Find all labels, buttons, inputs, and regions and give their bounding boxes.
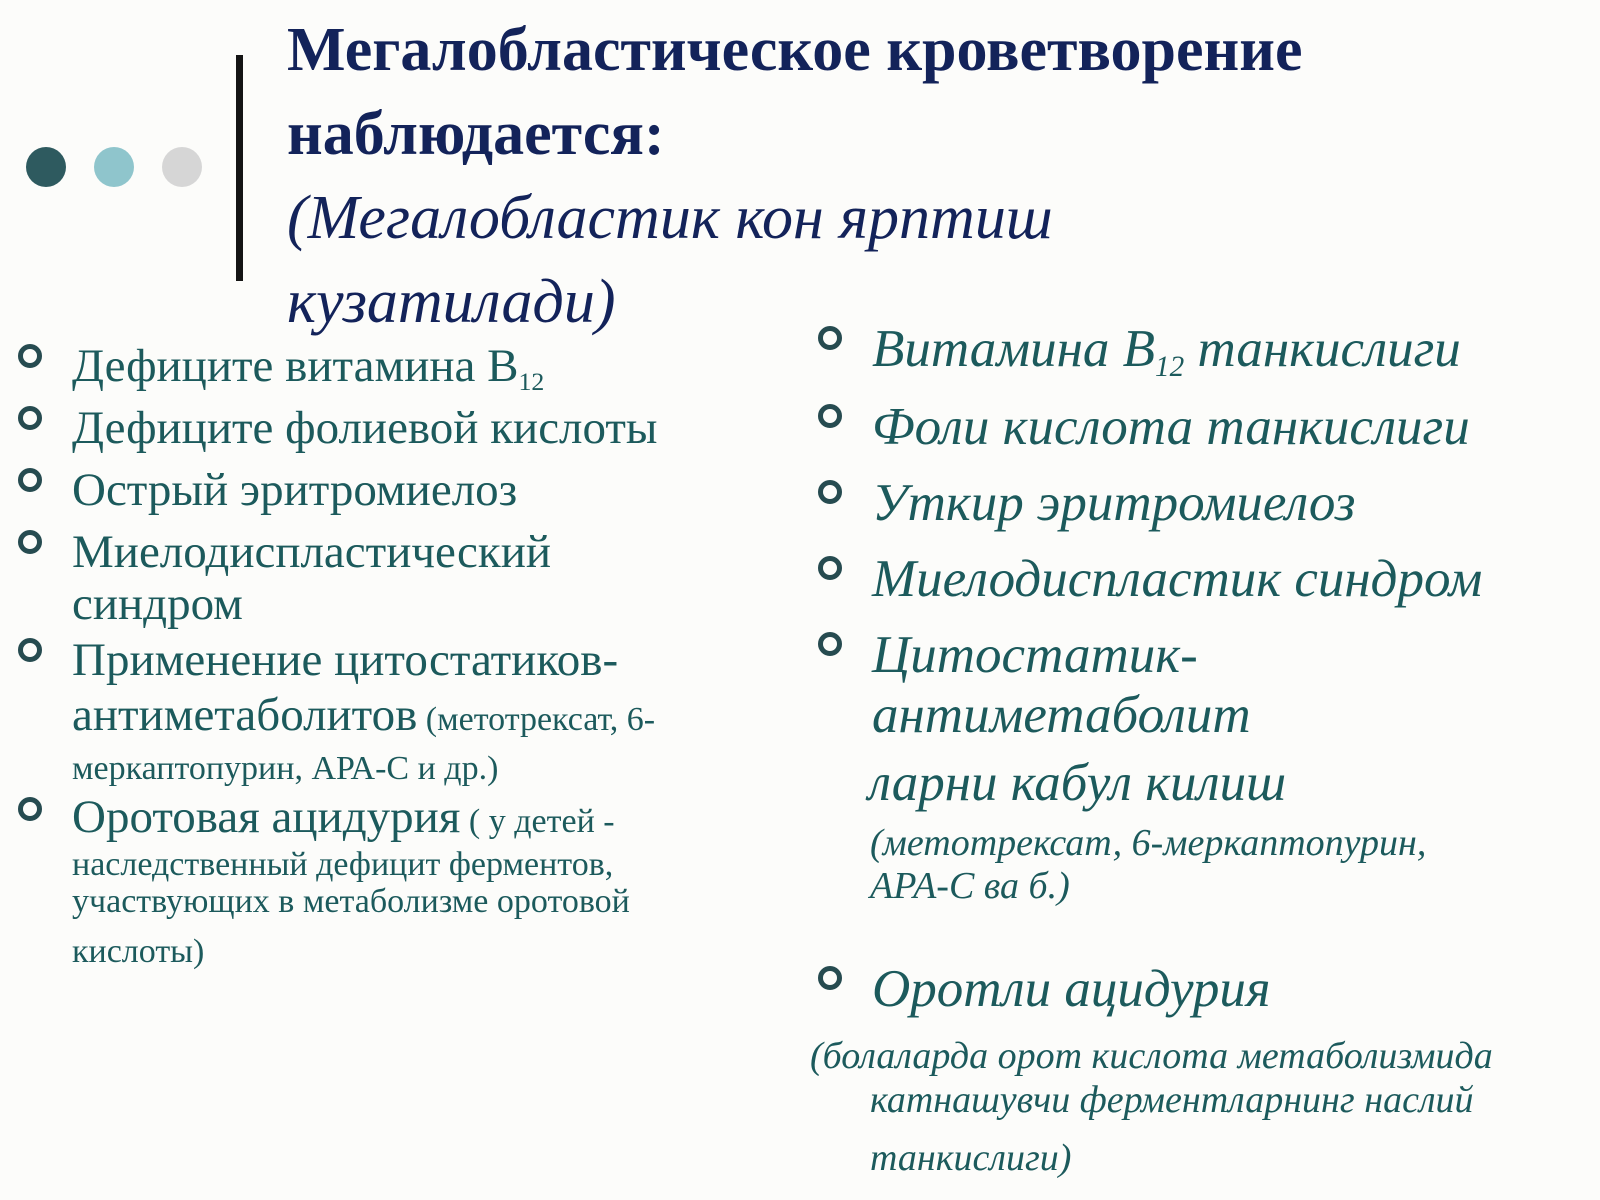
right-item-text-line3: ларни кабул килиш	[868, 754, 1287, 812]
subscript: 12	[1155, 351, 1185, 384]
title-translation-line-1: (Мегалобластик кон ярптиш	[287, 184, 1053, 252]
left-item-text-line1: Миелодиспластический	[72, 526, 552, 578]
left-item-text: Острый эритромиелоз	[72, 464, 518, 516]
right-item-note-line1: (метотрексат, 6-меркаптопурин,	[870, 822, 1427, 864]
left-item-note-line2: наследственный дефицит ферментов,	[72, 846, 614, 883]
left-item-note: (метотрексат, 6-	[417, 701, 656, 738]
right-item-text-line2: антиметаболит	[872, 686, 1251, 744]
right-item-note-line2: АРА-С ва б.)	[870, 865, 1070, 907]
left-item-note-line4: кислоты)	[72, 933, 205, 970]
right-item-text: Оротли ацидурия	[872, 960, 1271, 1018]
right-item-mds	[0, 550, 1482, 608]
left-item-text: Дефиците фолиевой кислоты	[72, 402, 658, 454]
right-item-orotic-aciduria	[0, 958, 1493, 1194]
right-item-cytostatics	[0, 626, 1426, 906]
title-divider-bar	[236, 55, 243, 281]
left-item-text-line1: Применение цитостатиков-	[72, 634, 619, 686]
right-item-text-after: танкислиги	[1184, 320, 1461, 378]
right-item-note-line3: танкислиги)	[870, 1137, 1072, 1179]
left-item-text-line2: антиметаболитов	[72, 689, 418, 741]
right-item-folic-acid	[0, 398, 1470, 456]
left-item-text: Оротовая ацидурия	[72, 791, 461, 843]
right-item-text-line1: Цитостатик-	[872, 626, 1198, 684]
left-item-text-line2: синдром	[72, 578, 243, 630]
right-item-note-line2: катнашувчи ферментларнинг наслий	[870, 1079, 1474, 1121]
hollow-circle-icon	[818, 966, 842, 990]
left-item-note: ( у детей -	[460, 803, 615, 840]
hollow-circle-icon	[818, 404, 842, 428]
left-item-text: Дефиците витамина В	[72, 340, 519, 392]
left-item-note-line2: меркаптопурин, АРА-С и др.)	[72, 750, 499, 787]
hollow-circle-icon	[818, 326, 842, 350]
title-translation-line-2: кузатилади)	[287, 268, 616, 336]
hollow-circle-icon	[818, 480, 842, 504]
hollow-circle-icon	[818, 556, 842, 580]
subscript: 12	[518, 367, 545, 397]
left-item-note-line3: участвующих в метаболизме оротовой	[72, 883, 630, 920]
right-item-text: Фоли кислота танкислиги	[872, 398, 1470, 456]
right-item-text: Уткир эритромиелоз	[872, 474, 1356, 532]
right-item-text: Миелодиспластик синдром	[872, 550, 1483, 608]
right-item-vitamin-b12	[0, 320, 1461, 396]
slide-title	[287, 8, 1567, 344]
right-item-text: Витамина В	[872, 320, 1156, 378]
title-line-1: Мегалобластическое кроветворение	[287, 16, 1303, 84]
hollow-circle-icon	[818, 632, 842, 656]
right-item-note-line1: (болаларда орот кислота метаболизмида	[810, 1035, 1493, 1077]
decor-dot-light	[94, 147, 134, 187]
decor-dot-gray	[162, 147, 202, 187]
title-line-2: наблюдается:	[287, 100, 665, 168]
right-item-erythromyelosis	[0, 474, 1355, 532]
decor-dot-dark	[26, 147, 66, 187]
